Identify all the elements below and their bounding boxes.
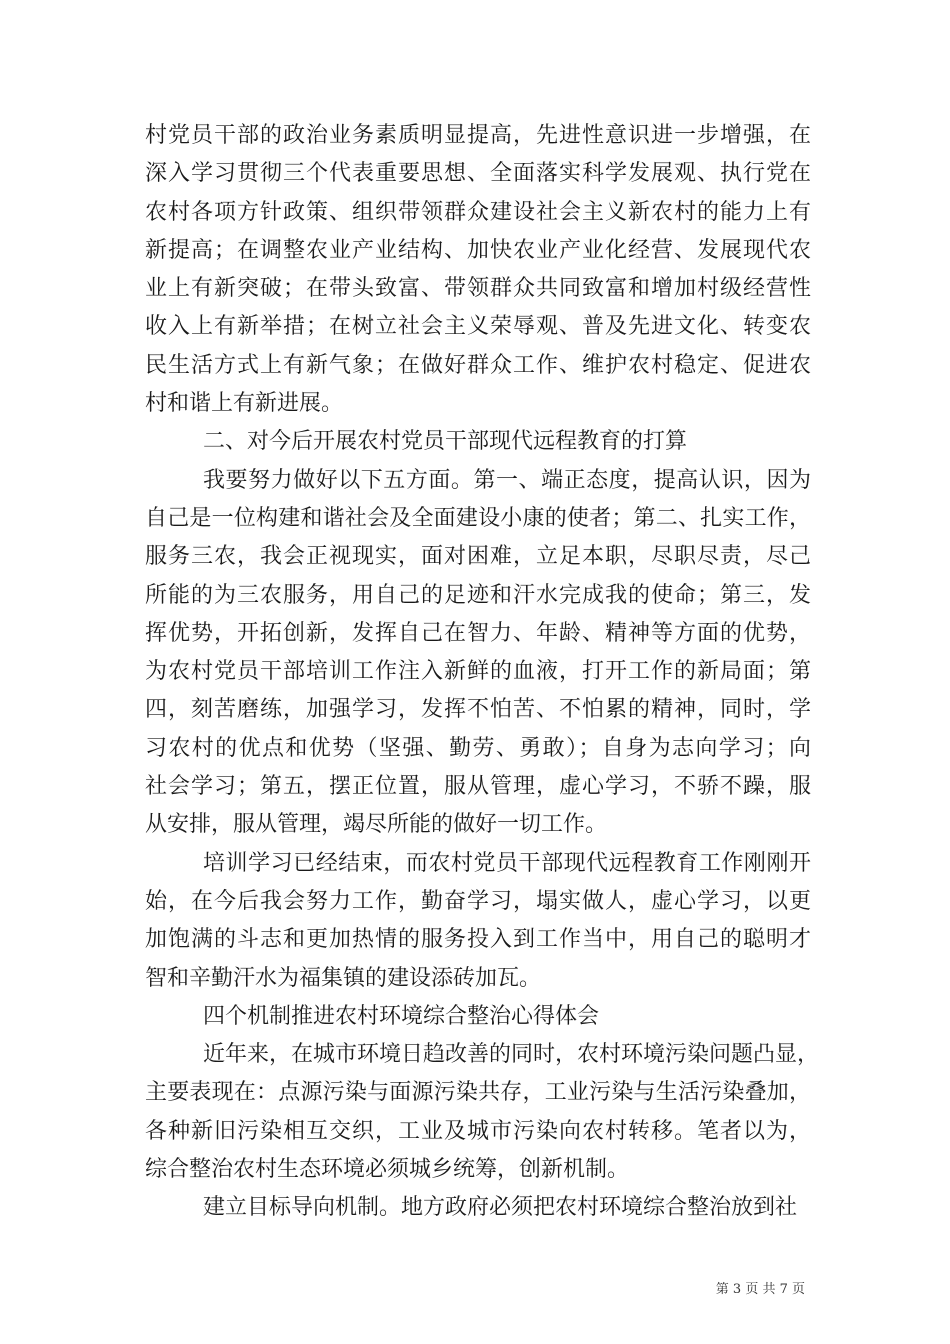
text-line: 所能的为三农服务，用自己的足迹和汗水完成我的使命；第三，发 [145,582,811,608]
text-line: 始，在今后我会努力工作，勤奋学习，塌实做人，虚心学习，以更 [145,888,811,914]
text-line: 为农村党员干部培训工作注入新鲜的血液，打开工作的新局面；第 [145,659,811,685]
text-line: 主要表现在：点源污染与面源污染共存，工业污染与生活污染叠加， [145,1080,811,1106]
text-line: 我要努力做好以下五方面。第一、端正态度，提高认识，因为 [203,467,811,493]
paragraph [145,1036,820,1189]
text-line: 四个机制推进农村环境综合整治心得体会 [203,1003,600,1029]
paragraph [145,1189,811,1227]
text-line: 挥优势，开拓创新，发挥自己在智力、年龄、精神等方面的优势， [145,620,811,646]
text-line: 农村各项方针政策、组织带领群众建设社会主义新农村的能力上有 [145,199,811,225]
text-line: 深入学习贯彻三个代表重要思想、全面落实科学发展观、执行党在 [145,161,811,187]
text-line: 四，刻苦磨练，加强学习，发挥不怕苦、不怕累的精神，同时，学 [145,697,811,723]
paragraph [145,462,811,845]
text-line: 综合整治农村生态环境必须城乡统筹，创新机制。 [145,1157,630,1183]
text-line: 业上有新突破；在带头致富、带领群众共同致富和增加村级经营性 [145,276,811,302]
text-line: 二、对今后开展农村党员干部现代远程教育的打算 [203,429,688,455]
text-line: 自己是一位构建和谐社会及全面建设小康的使者；第二、扎实工作， [145,505,811,531]
text-line: 村和谐上有新进展。 [145,391,344,417]
text-line: 培训学习已经结束，而农村党员干部现代远程教育工作刚刚开 [203,850,811,876]
text-line: 智和辛勤汗水为福集镇的建设添砖加瓦。 [145,965,542,991]
text-line: 收入上有新举措；在树立社会主义荣辱观、普及先进文化、转变农 [145,314,811,340]
paragraph [145,423,811,461]
text-line: 建立目标导向机制。地方政府必须把农村环境综合整治放到社 [203,1195,798,1221]
document-body [145,117,820,1228]
text-line: 加饱满的斗志和更加热情的服务投入到工作当中，用自己的聪明才 [145,927,811,953]
paragraph [145,845,811,998]
text-line: 习农村的优点和优势（坚强、勤劳、勇敢）；自身为志向学习；向 [145,735,811,761]
text-line: 社会学习；第五，摆正位置，服从管理，虚心学习，不骄不躁，服 [145,774,811,800]
text-line: 村党员干部的政治业务素质明显提高，先进性意识进一步增强，在 [145,123,811,148]
text-line: 服务三农，我会正视现实，面对困难，立足本职，尽职尽责，尽己 [145,544,811,570]
page-number-footer: 第 3 页 共 7 页 [715,1282,805,1297]
text-line: 新提高；在调整农业产业结构、加快农业产业化经营、发展现代农 [145,237,811,263]
paragraph [145,998,811,1036]
text-line: 各种新旧污染相互交织，工业及城市污染向农村转移。笔者以为， [145,1118,811,1144]
paragraph [145,117,811,423]
text-line: 民生活方式上有新气象；在做好群众工作、维护农村稳定、促进农 [145,352,811,378]
text-line: 从安排，服从管理，竭尽所能的做好一切工作。 [145,812,608,838]
text-line: 近年来，在城市环境日趋改善的同时，农村环境污染问题凸显， [203,1042,820,1068]
